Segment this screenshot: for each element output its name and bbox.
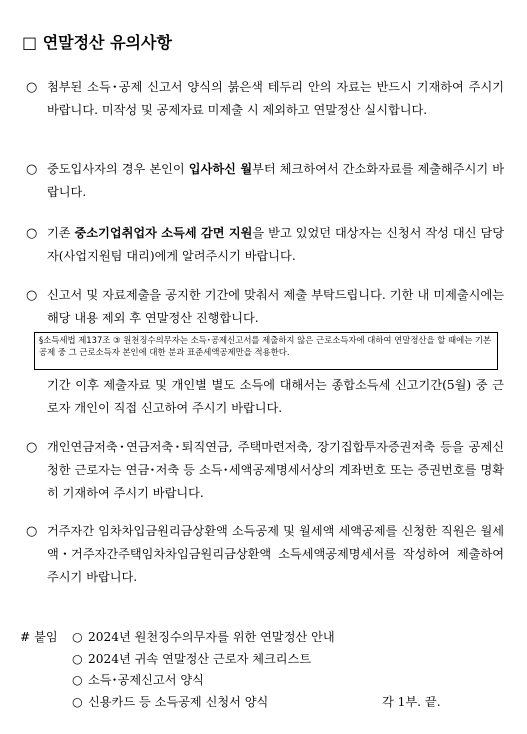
notice-item-4 [26, 284, 504, 330]
notice-text: 신고서 및 자료제출을 공지한 기간에 맞춰서 제출 부탁드립니다. 기한 내 미제출시에는 해당 내용 제외 후 연말정산 진행합니다. [47, 288, 504, 325]
notice-item-3 [26, 222, 504, 268]
notice-text: 거주자간 임차차입금원리금상환액 소득공제 및 월세액 세액공제를 신청한 직원은 월세액･거주자간주택임차차입금원리금상환액 소득세액공제명세서를 작성하여 제출하여 주시기 바랍니다. [47, 524, 504, 584]
attachment-tail: 각 1부. 끝. [382, 694, 441, 709]
attachment-item: 소득･공제신고서 양식 [88, 673, 204, 687]
notice-text: 기간 이후 제출자료 및 개인별 별도 소득에 대해서는 종합소득세 신고기간(5월) 중 근로자 개인이 직접 신고하여 주시기 바랍니다. [47, 378, 504, 415]
attachment-row [20, 692, 490, 714]
attachment-item: 2024년 귀속 연말정산 근로자 체크리스트 [88, 651, 312, 666]
page-title: □ 연말정산 유의사항 [22, 33, 172, 52]
notice-item-5 [26, 436, 504, 505]
notice-item-2 [26, 158, 504, 204]
attachment-row [20, 649, 490, 671]
attachment-row [20, 670, 490, 692]
notice-text: 개인연금저축･연금저축･퇴직연금, 주택마련저축, 장기집합투자증권저축 등을 공제신청한 근로자는 연금･저축 등 소득･세액공제명세서상의 계좌번호 또는 증권번호를 명확히 기재하여 주시기 바랍니다. [47, 440, 504, 500]
bullet-icon: ○ [72, 673, 83, 687]
notice-item-6 [26, 520, 504, 589]
notice-item-4-continued [26, 374, 504, 420]
emphasis-text: 입사하신 월 [188, 162, 253, 176]
bullet-icon: ○ [26, 226, 38, 241]
emphasis-text: 중소기업취업자 소득세 감면 지원 [74, 226, 253, 240]
bullet-icon: ○ [72, 694, 83, 709]
bullet-icon: ○ [26, 524, 38, 539]
attachment-item: 신용카드 등 소득공제 신청서 양식 [88, 694, 269, 709]
legal-note-box: §소득세법 제137조 ③ 원천징수의무자는 소득･공제신고서를 제출하지 않은 근로소득자에 대하여 연말정산을 할 때에는 기본공제 중 그 근로소득자 본인에 대한 분과 표준세액공제만을 적용한다. [34, 332, 498, 370]
notice-text: 기존 중소기업취업자 소득세 감면 지원을 받고 있었던 대상자는 신청서 작성 대신 담당자(사업지원팀 대리)에게 알려주시기 바랍니다. [47, 226, 504, 263]
notice-text: 첨부된 소득･공제 신고서 양식의 붉은색 테두리 안의 자료는 반드시 기재하여 주시기 바랍니다. 미작성 및 공제자료 미제출 시 제외하고 연말정산 실시합니다. [47, 80, 504, 117]
attachment-list [20, 627, 490, 713]
notice-item-1 [26, 76, 504, 122]
notice-text: 중도입사자의 경우 본인이 입사하신 월부터 체크하여서 간소화자료를 제출해주시기 바랍니다. [47, 162, 504, 199]
bullet-icon: ○ [26, 288, 38, 303]
bullet-icon: ○ [26, 80, 38, 95]
bullet-icon: ○ [26, 162, 38, 177]
attachment-row [20, 627, 490, 649]
bullet-icon: ○ [26, 440, 38, 455]
attachment-item: 2024년 원천징수의무자를 위한 연말정산 안내 [88, 630, 335, 644]
bullet-icon: ○ [72, 630, 83, 644]
attachment-label: # 붙임 [20, 630, 58, 644]
bullet-icon: ○ [72, 651, 83, 666]
